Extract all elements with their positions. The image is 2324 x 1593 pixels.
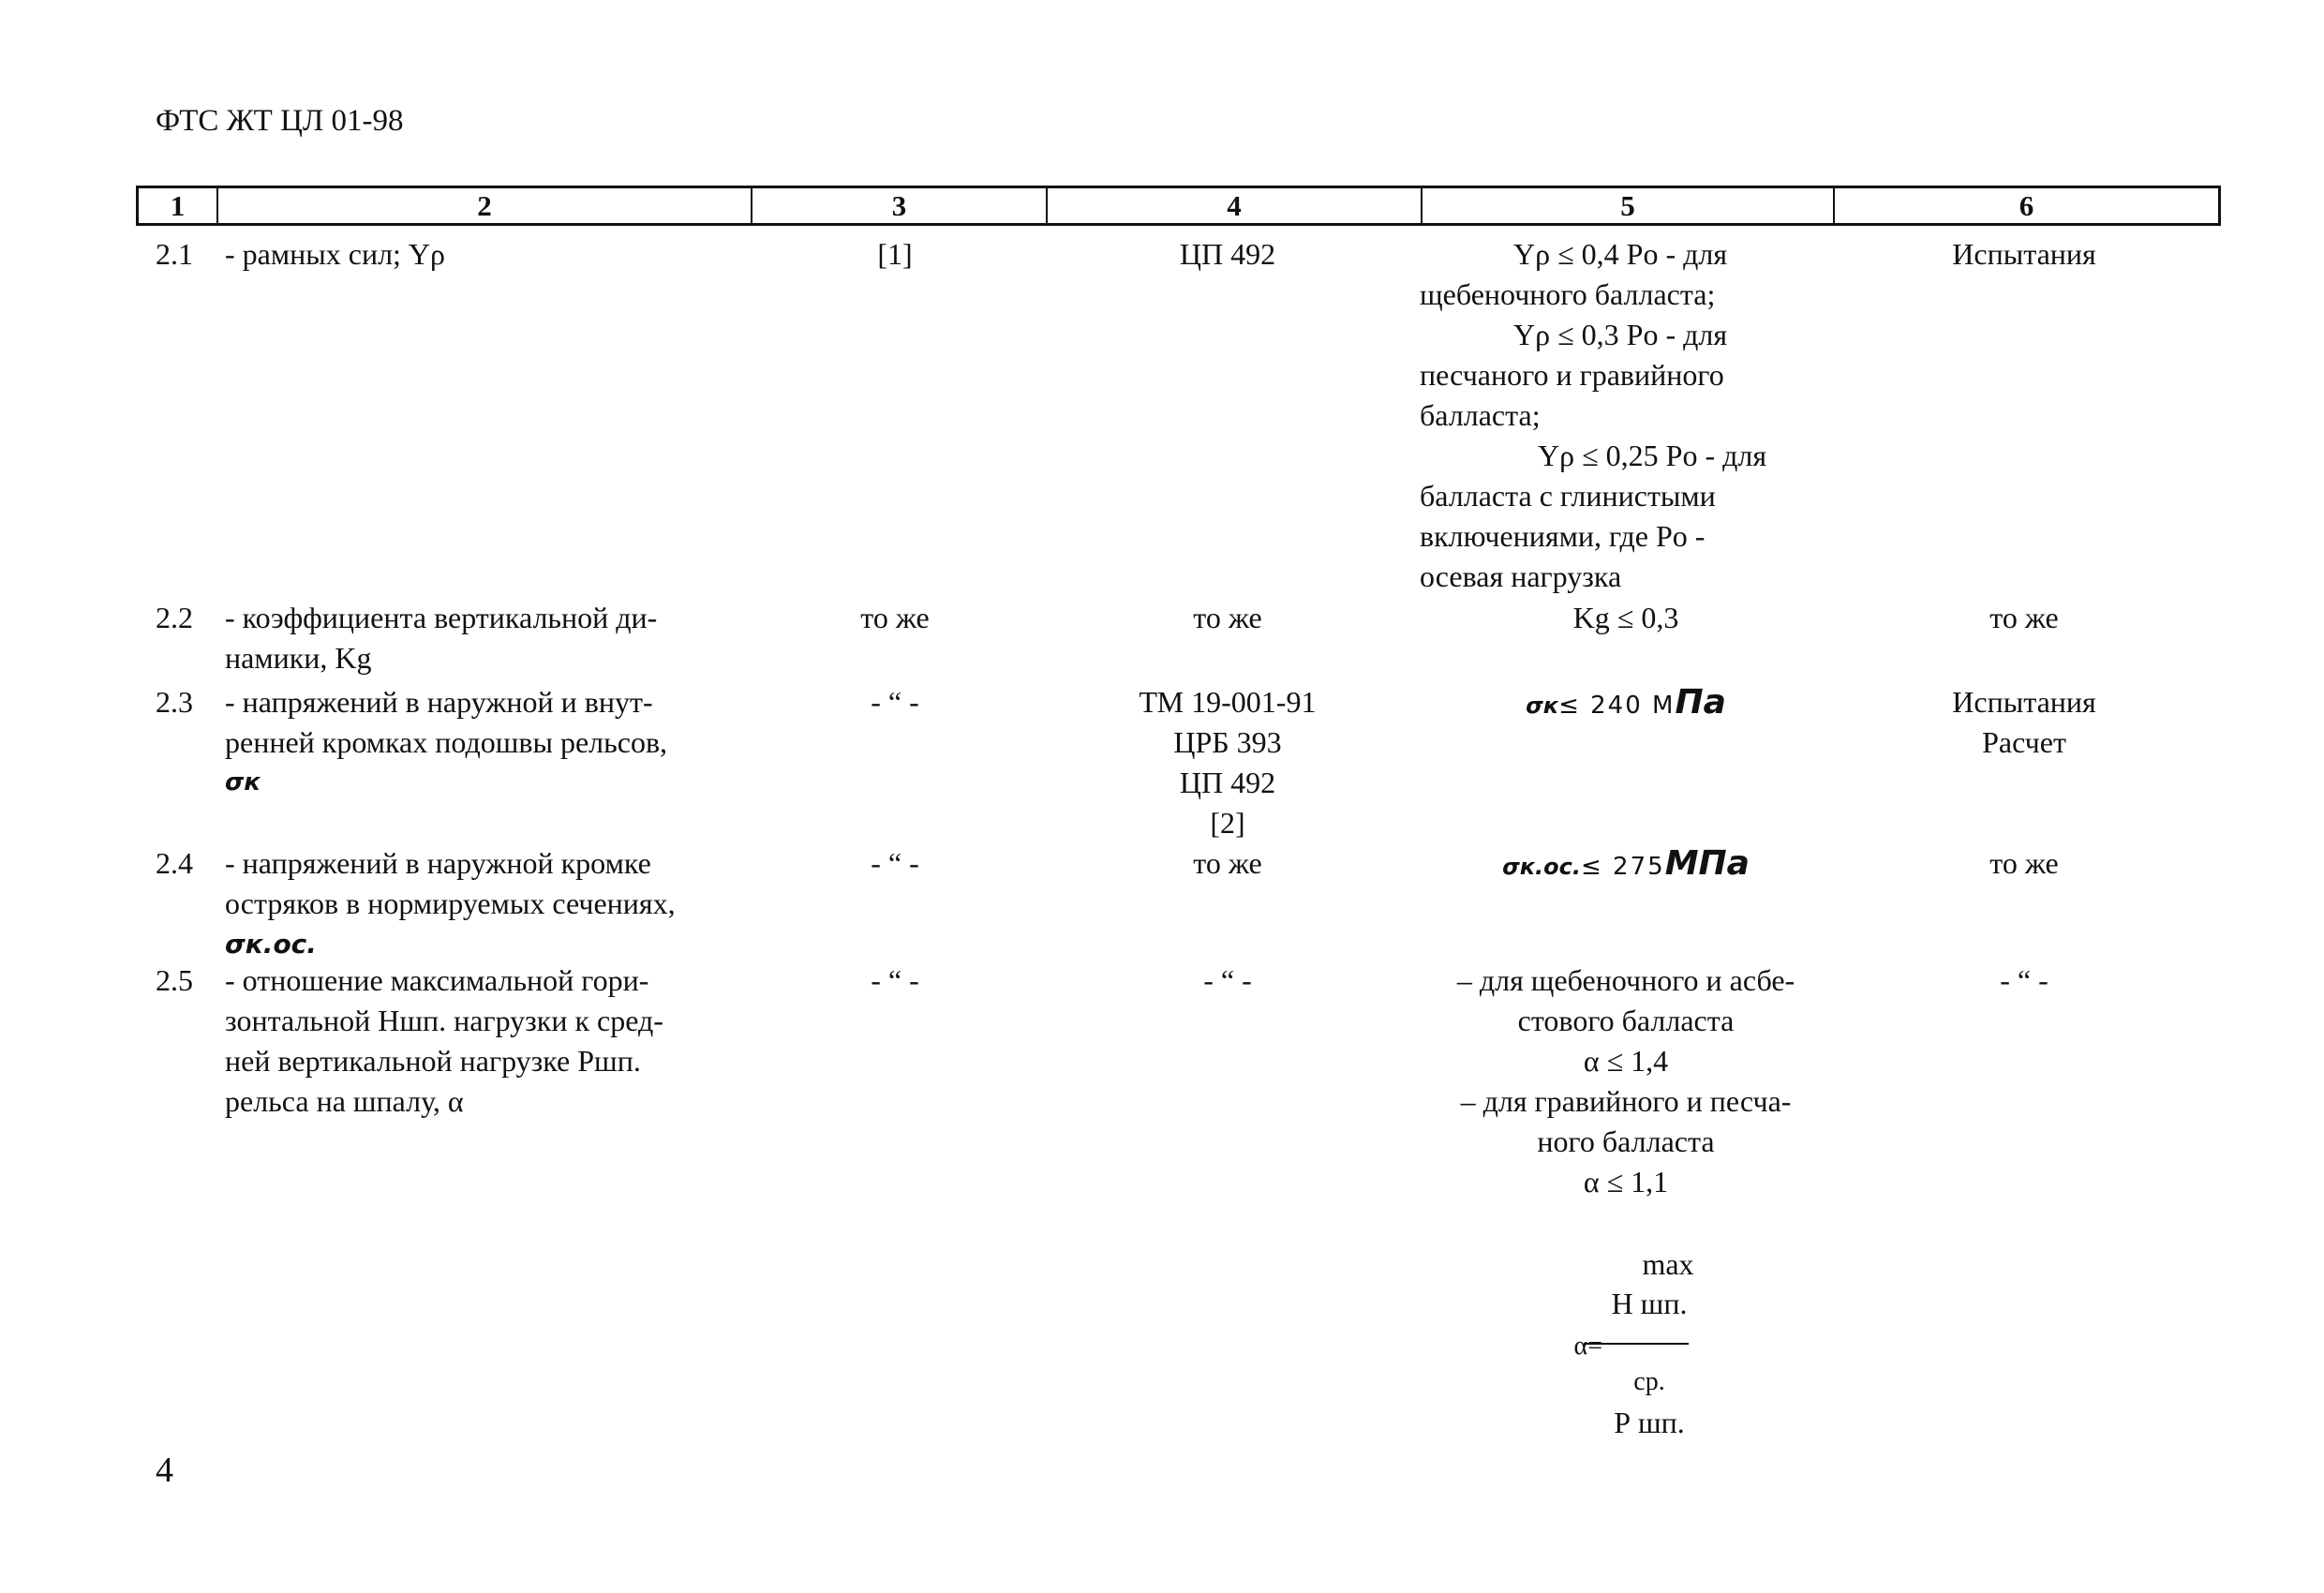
column-header-1: 1	[170, 189, 186, 222]
normative-document: то же	[1193, 846, 1262, 880]
row-number: 2.2	[156, 601, 193, 634]
row-number: 2.3	[156, 685, 193, 719]
normative-document: - “ -	[1203, 963, 1252, 997]
row-number: 2.1	[156, 237, 193, 271]
formula-lhs: α=	[1573, 1332, 1602, 1361]
norm-value: σк.ос.≤ 275МПа	[1502, 844, 1750, 883]
norm-value: σк≤ 240 МПа	[1526, 683, 1726, 722]
formula-superscript-max: max	[1642, 1247, 1694, 1281]
row-number: 2.4	[156, 846, 193, 880]
normative-document: ЦП 492	[1179, 237, 1276, 271]
parameter-name: - отношение максимальной гори- зонтальной Ншп. нагрузки к сред- ней вертикальной нагрузке Ршп. рельса на шпалу, α	[225, 963, 663, 1118]
test-method: то же	[1989, 601, 2059, 634]
column-header-6: 6	[1833, 188, 2218, 223]
column-header-5: 5	[1421, 188, 1833, 223]
table-header-row	[136, 186, 2221, 226]
formula-denominator: Р шп.	[1614, 1406, 1685, 1439]
column-header-2: 2	[216, 188, 751, 223]
fraction-bar	[1584, 1343, 1689, 1345]
reference: - “ -	[871, 963, 919, 997]
reference: [1]	[877, 237, 913, 271]
formula-numerator: Н шп.	[1611, 1287, 1688, 1320]
page-number: 4	[156, 1451, 173, 1490]
normative-document: то же	[1193, 601, 1262, 634]
column-header-3: 3	[751, 188, 1046, 223]
test-method: то же	[1989, 846, 2059, 880]
norm-value: Yρ ≤ 0,4 Po - для щебеночного балласта; Yρ ≤ 0,3 Po - для песчаного и гравийного балласта; Yρ ≤ 0,25 Po - для балласта с глинистыми включениями, где Po - осевая нагрузка	[1420, 237, 1767, 593]
parameter-name: - напряжений в наружной кромке остряков в нормируемых сечениях, σк.ос.	[225, 846, 676, 960]
parameter-name: - рамных сил; Yρ	[225, 237, 445, 271]
norm-value: – для щебеночного и асбе- стового балласта α ≤ 1,4 – для гравийного и песча- ного балласта α ≤ 1,1	[1456, 963, 1795, 1198]
norm-value: Kg ≤ 0,3	[1572, 601, 1679, 634]
parameter-name: - коэффициента вертикальной ди- намики, Kg	[225, 601, 658, 675]
document-code: ФТС ЖТ ЦЛ 01-98	[156, 104, 404, 138]
normative-document: ТМ 19-001-91 ЦРБ 393 ЦП 492 [2]	[1139, 685, 1317, 840]
row-number: 2.5	[156, 963, 193, 997]
test-method: Испытания	[1952, 237, 2096, 271]
reference: то же	[860, 601, 930, 634]
reference: - “ -	[871, 685, 919, 719]
parameter-name: - напряжений в наружной и внут- ренней кромках подошвы рельсов, σк	[225, 685, 668, 796]
test-method: - “ -	[2000, 963, 2048, 997]
column-header-4: 4	[1046, 188, 1421, 223]
formula-subscript-avg: ср.	[1633, 1367, 1665, 1396]
test-method: Испытания Расчет	[1952, 685, 2096, 759]
reference: - “ -	[871, 846, 919, 880]
